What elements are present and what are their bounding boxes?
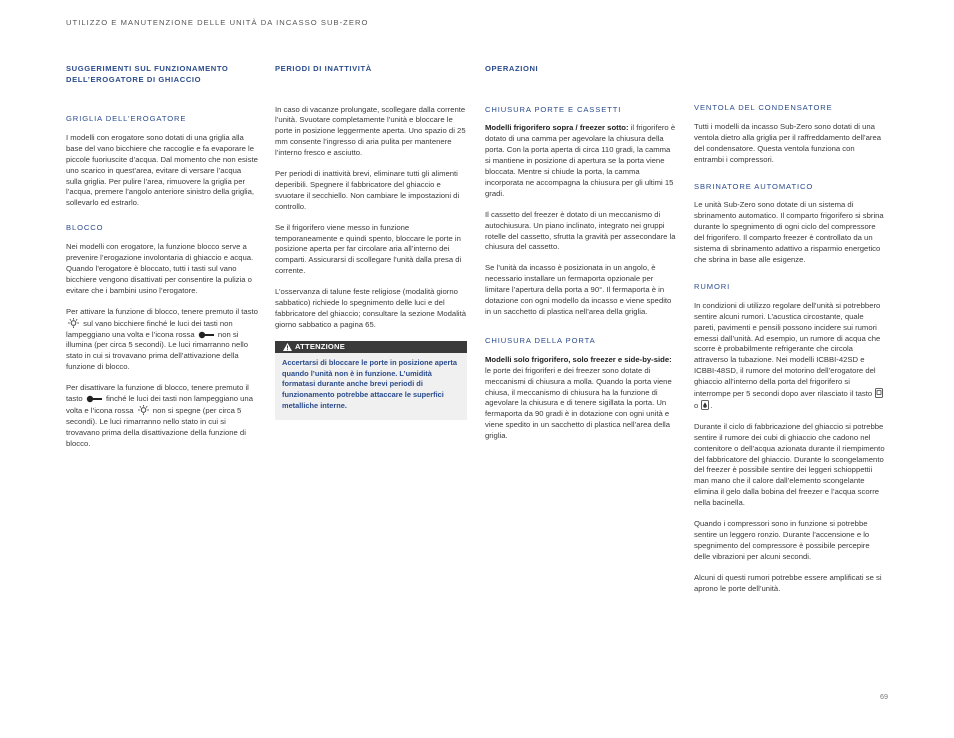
- bold-lead: Modelli frigorifero sopra / freezer sotto:: [485, 123, 629, 133]
- lock-key-icon: [86, 395, 103, 403]
- warning-header: [275, 341, 467, 353]
- section-title-inactivity: PERIODI DI INATTIVITÀ: [275, 64, 372, 73]
- ice-cube-icon: [875, 388, 883, 398]
- text-fragment: In condizioni di utilizzo regolare dell’unità si potrebbero sentire alcuni rumori. L’acustica circostante, quale pareti, pavimenti e pensili possono incidere sui rumori emessi dall’unità. Ad esempio, un rumore di acqua che scorre è probabilmente refrigerante che circola attraverso la tubazione. Nei modelli ICBBI-42SD e ICBBI-48SD, il rumore del motorino dell’erogatore del ghiaccio all’interno della porta del frigorifero si interrompe per 5 secondi dopo aver rilasciato il tasto: [694, 300, 881, 399]
- warning-text: Accertarsi di bloccare le porte in posizione aperta quando l’unità non è in funzione. L’umidità formatasi durante anche brevi periodi di funzionamento potrebbe attaccare le superfici metalliche interne.: [282, 357, 457, 410]
- paragraph-auto-defrost: Le unità Sub-Zero sono dotate di un sistema di sbrinamento automatico. Il comparto frigorifero si sbrina durante lo spegnimento di ogni ciclo del compressore del frigorifero. Il comparto freezer è controllato da un sistema di sbrinamento adattivo a risparmio energetico che sbrina in base alle esigenze.: [694, 200, 884, 264]
- running-header: UTILIZZO E MANUTENZIONE DELLE UNITÀ DA INCASSO SUB-ZERO: [66, 18, 369, 27]
- paragraph-inactivity-1: In caso di vacanze prolungate, scollegare dalla corrente l’unità. Svuotare completamente l’unità e bloccare le porte in posizione leggermente aperta. Uno spazio di 25 mm consente l’ingresso di aria pulita per mantenere l’interno fresco e asciutto.: [275, 104, 466, 158]
- subtitle-blocco: BLOCCO: [66, 223, 104, 233]
- subtitle-doors-drawers: CHIUSURA PORTE E CASSETTI: [485, 104, 622, 114]
- text-fragment: sul vano bicchiere finché le luci dei tasti non lampeggiano una volta e l’icona rossa: [66, 318, 233, 339]
- paragraph-inactivity-2: Per periodi di inattività brevi, eliminare tutti gli alimenti deperibili. Spegnere il fabbricatore del ghiaccio e svuotare il secchiello. Non cambiare le impostazioni di controllo.: [275, 169, 460, 211]
- paragraph-door-closing: [485, 355, 677, 442]
- text-fragment: finché le luci dei tasti non lampeggiano una volta e l’icona rossa: [66, 394, 253, 415]
- text-fragment: il frigorifero è dotato di una camma per agevolare la chiusura della porta. Con la porta aperta di circa 110 gradi, la camma si mantiene in posizione di apertura se la porta viene bloccata. Mentre si chiude la porta, la camma incorporata ne accompagna la chiusura per gli ultimi 15 gradi.: [485, 123, 676, 198]
- text-fragment: non si illumina (per circa 5 secondi). Le luci rimarranno nello stato in cui si trovavano prima dell’attivazione della funzione di blocco.: [66, 329, 249, 372]
- section-title-operations: OPERAZIONI: [485, 64, 539, 73]
- column-components: [694, 103, 886, 605]
- warning-label: ATTENZIONE: [295, 341, 345, 351]
- paragraph-griglia: I modelli con erogatore sono dotati di una griglia alla base del vano bicchiere che raccoglie e fa evaporare le piccole fuoriuscite d’acqua. Dal momento che non esiste uno scarico in quest’area, evitare di versare l’acqua sulla griglia. Per pulire l’area, rimuovere la griglia per l’acqua, premere l’angolo anteriore sinistro della griglia, sollevarlo ed estrarlo.: [66, 132, 258, 208]
- paragraph-noises-3: Quando i compressori sono in funzione si potrebbe sentire un leggero ronzio. Durante l’accensione e lo spegnimento del compressore è possibile percepire delle vibrazioni per alcuni secondi.: [694, 519, 870, 561]
- text-fragment: .: [710, 400, 713, 410]
- text-fragment: o: [694, 400, 699, 410]
- subtitle-door-closing: CHIUSURA DELLA PORTA: [485, 335, 596, 345]
- subtitle-noises: RUMORI: [694, 281, 731, 291]
- paragraph-door-stop: Se l’unità da incasso è posizionata in un angolo, è necessario installare un fermaporta opzionale per limitare l’apertura della porta a 90°. Il fermaporta è in dotazione con ogni modello da incasso e viene spedito in un sacchetto di plastica nell’area della griglia.: [485, 263, 672, 316]
- water-drop-icon: [701, 400, 709, 410]
- subtitle-condenser-fan: VENTOLA DEL CONDENSATORE: [694, 103, 833, 112]
- paragraph-top-bottom-models: [485, 123, 677, 199]
- text-fragment: non si spegne (per circa 5 secondi). Le luci rimarranno nello stato in cui si trovavano prima della disattivazione della funzione di blocco.: [66, 405, 246, 448]
- paragraph-noises-4: Alcuni di questi rumori potrebbe essere amplificati se si aprono le porte dell’unità.: [694, 572, 882, 593]
- paragraph-drawer: Il cassetto del freezer è dotato di un meccanismo di autochiusura. Un piano inclinato, integrato nei gruppi rotelle del cassetto, sfrutta la gravità per assecondare la chiusura del cassetto.: [485, 209, 676, 252]
- warning-triangle-icon: [283, 343, 292, 351]
- warning-box: [275, 341, 467, 420]
- text-fragment: le porte dei frigoriferi e dei freezer sono dotate di meccanismi di chiusura a molla. Quando la porta viene chiusa, il meccanismo di chiusura ha la funzione di agevolare la chiusura e di tenere sigillata la porta. Un fermaporta da 90 gradi è in dotazione con ogni unità e viene spedito in un sacchetto di plastica nell’area della griglia.: [485, 365, 672, 441]
- paragraph-blocco-deactivate: [66, 383, 258, 449]
- text-fragment: Per disattivare la funzione di blocco, tenere premuto il tasto: [66, 383, 249, 404]
- section-title-dispenser-tips: SUGGERIMENTI SUL FUNZIONAMENTO DELL’EROGATORE DI GHIACCIO: [66, 64, 229, 84]
- paragraph-blocco-intro: Nei modelli con erogatore, la funzione blocco serve a prevenire l’erogazione involontaria di ghiaccio e acqua. Quando l’erogatore è bloccato, tutti i tasti sul vano bicchiere vengono disattivati per consentire la pulizia o evitare che i bambini usino l’erogatore.: [66, 242, 254, 295]
- paragraph-condenser-fan: Tutti i modelli da incasso Sub-Zero sono dotati di una ventola dietro alla griglia per il raffreddamento dell’area del condensatore. Questa ventola funziona con entrambi i compressori.: [694, 121, 882, 164]
- subtitle-griglia: GRIGLIA DELL’EROGATORE: [66, 114, 187, 123]
- column-inactivity: [275, 64, 467, 420]
- page-number: 69: [880, 692, 888, 701]
- column-operations: [485, 64, 677, 452]
- lock-key-icon: [198, 331, 215, 339]
- bold-lead: Modelli solo frigorifero, solo freezer e side-by-side:: [485, 354, 672, 364]
- paragraph-noises-1: [694, 301, 886, 412]
- text-fragment: Per attivare la funzione di blocco, tenere premuto il tasto: [66, 306, 258, 316]
- light-icon: [67, 318, 80, 328]
- light-icon: [137, 405, 150, 415]
- column-ice-dispenser: [66, 64, 258, 460]
- paragraph-noises-2: Durante il ciclo di fabbricazione del ghiaccio si potrebbe sentire il rumore dei cubi di ghiaccio che cadono nel contenitore o dell’acqua azionata durante il riempimento del fabbricatore del ghiaccio. Durante lo scongelamento del freezer è possibile sentire dei leggeri schioppettii man mano che il calore dall’elemento scongelante elimina il gelo dalla bobina del freezer e l’acqua scorre nella bacinella.: [694, 421, 885, 508]
- paragraph-inactivity-4: L’osservanza di talune feste religiose (modalità giorno sabbatico) richiede lo spegnimento delle luci e del fabbricatore del ghiaccio; consultare la sezione Modalità giorno sabbatico a pagina 65.: [275, 287, 467, 329]
- paragraph-blocco-activate: [66, 307, 258, 373]
- subtitle-auto-defrost: SBRINATORE AUTOMATICO: [694, 181, 814, 191]
- paragraph-inactivity-3: Se il frigorifero viene messo in funzione temporaneamente e quindi spento, bloccare le porte in posizione aperta per far circolare aria all’interno dei comparti. Assicurarsi di scollegare l’unità dalla presa di corrente.: [275, 222, 462, 276]
